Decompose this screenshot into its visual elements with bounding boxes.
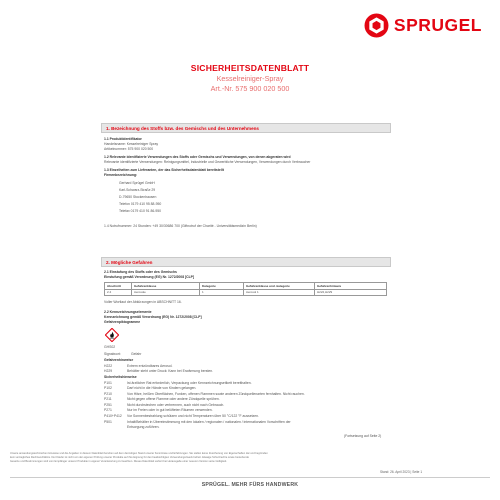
classification-table: [104, 282, 387, 296]
hazard-text: Behälter steht unter Druck: Kann bei Erwärmung bersten.: [127, 369, 214, 373]
pictogram-code: GHS02: [104, 345, 116, 349]
table-cell: Aerosole: [132, 289, 200, 296]
s14-emergency: 1.4 Notrufnummer: 24 Stunden: +49 30/30686 700 (Giftnotruf der Charité - Universitätsmedizin Berlin): [104, 224, 257, 228]
document-title: SICHERHEITSDATENBLATT: [190, 63, 310, 73]
brand-header: [364, 13, 482, 38]
signal-word-label: Signalwort:: [104, 352, 121, 356]
address-line: Gerhard Sprügel GmbH: [119, 181, 155, 185]
address-line: D-79650 Stockenhausen: [119, 195, 157, 199]
precaution-code: P271: [104, 408, 112, 412]
disclaimer-line: Gesetze und Bestimmungen sind vom Empfänger unserer Produkte in eigener Verantwortung zu beachten. Dieses Datenblatt verliert bei Herausgabe einer neueren Version seine Gültigkeit.: [10, 460, 227, 464]
hazard-heading: Gefahrenhinweise: [104, 358, 134, 362]
address-line: Telefon 0179 410 95 88-950: [119, 202, 162, 206]
precaution-statement: [104, 397, 220, 402]
precaution-text: Nicht gegen offene Flamme oder andere Zündquelle sprühen.: [127, 397, 220, 401]
table-header-cell: Gefahrenklasse: [132, 283, 200, 290]
table-cell: 1: [200, 289, 244, 296]
s12-text: Relevante identifizierte Verwendungen: Reinigungsmittel, Industrielle und Gewerbliche Verwendungen, Verwendungen durch Verbraucher: [104, 160, 311, 164]
precaution-text: Vor Sonnenbestrahlung schützen und nicht Temperaturen über 50 °C/122 °F aussetzen.: [127, 414, 259, 418]
continued-note: (Fortsetzung auf Seite 2): [344, 434, 382, 438]
brand-name: SPRUGEL: [393, 15, 482, 35]
address-line: Karl-Schwarz-Straße 29: [119, 188, 156, 192]
precaution-code: P501: [104, 420, 112, 424]
signal-word-value: Gefahr: [131, 352, 142, 356]
table-header-cell: Gefahrenhinweis: [315, 283, 387, 290]
s13-label: Firmenbezeichnung:: [104, 173, 138, 177]
precaution-code: P102: [104, 386, 112, 390]
precaution-text: Von Hitze, heißen Oberflächen, Funken, offenen Flammen sowie anderen Zündquellenarten fernhalten. Nicht rauchen.: [127, 392, 305, 396]
section-2-heading: 2. Mögliche Gefahren: [101, 257, 391, 267]
precaution-continuation: Entsorgung zuführen.: [127, 425, 160, 429]
table-cell: Aerosol 1: [244, 289, 315, 296]
table-cell: 2.4: [105, 289, 132, 296]
s21-title: 2.1 Einstufung des Stoffs oder des Gemischs: [104, 270, 177, 274]
document-title-block: [0, 63, 500, 93]
s22-sub: Kennzeichnung gemäß Verordnung (EG) Nr. 1272/2008 [CLP]: [104, 315, 202, 319]
s11-trade-name: Handelsname: Kesselreiniger Spray: [104, 142, 159, 146]
document-date: Stand: 26. April 2023 | Seite 1: [380, 470, 423, 474]
pictogram-label: Gefahrenpiktogramme: [104, 320, 141, 324]
ghs02-flame-icon: [105, 328, 119, 342]
precaution-statement: [104, 414, 259, 419]
footer-tagline: SPRÜGEL. MEHR FÜRS HANDWERK: [201, 482, 299, 488]
sprugel-logo-icon: [364, 13, 389, 38]
precaution-text: Ist ärztlicher Rat erforderlich, Verpackung oder Kennzeichnungsetikett bereithalten.: [127, 381, 252, 385]
s22-title: 2.2 Kennzeichnungselemente: [104, 310, 152, 314]
s13-title: 1.3 Einzelheiten zum Lieferanten, der das Sicherheitsdatenblatt bereitstellt: [104, 168, 224, 172]
precaution-text: Darf nicht in die Hände von Kindern gelangen.: [127, 386, 197, 390]
product-name: Kesselreiniger-Spray: [216, 74, 284, 83]
s12-title: 1.2 Relevante identifizierte Verwendungen des Stoffs oder Gemischs und Verwendungen, von denen abgeraten wird: [104, 155, 291, 159]
s11-title: 1.1 Produktidentifikator: [104, 137, 142, 141]
section-1-heading: 1. Bezeichnung des Stoffs bzw. des Gemischs und des Unternehmens: [101, 123, 391, 133]
precaution-code: P210: [104, 392, 112, 396]
table-header-cell: Kategorie: [200, 283, 244, 290]
precaution-code: P101: [104, 381, 112, 385]
article-number: Art.-Nr. 575 900 020 500: [210, 84, 290, 93]
precaution-heading: Sicherheitshinweise: [104, 375, 137, 379]
disclaimer: [10, 452, 450, 465]
footer-divider: [10, 477, 490, 478]
precaution-code: P251: [104, 403, 112, 407]
precaution-text: Inhalt/Behälter in Übereinstimmung mit den lokalen / regionalen / nationalen / internationalen Vorschriften der: [127, 420, 291, 424]
hazard-code: H229: [104, 369, 113, 373]
precaution-text: Nicht durchstechen oder verbrennen, auch nicht nach Gebrauch.: [127, 403, 225, 407]
precaution-code: P211: [104, 397, 112, 401]
s21-sub: Einstufung gemäß Verordnung (EG) Nr. 1272/2008 [CLP]: [104, 275, 195, 279]
s11-article: Artikelnummer: 575 900 020 500: [104, 147, 154, 151]
precaution-text: Nur im Freien oder in gut belüfteten Räumen verwenden.: [127, 408, 213, 412]
hazard-code: H222: [104, 364, 113, 368]
table-row: [105, 289, 387, 296]
address-line: Telefax 0179 410 91 86-950: [119, 209, 162, 213]
table-header-cell: Gefahrenklasse und -kategorie: [244, 283, 315, 290]
precaution-statement: [104, 408, 213, 413]
table-cell: H222,H229: [315, 289, 387, 296]
disclaimer-line: Unsere anwendungstechnischen Hinweise und die Angaben in diesem Datenblatt beruhen auf dem derzeitigen Stand unserer Kenntnisse und Erfahrungen. Sie stellen keine Zusicherung von Eigenschaften dar und begründen: [10, 452, 268, 455]
precaution-statement: [104, 386, 196, 391]
table-header-cell: Abschnitt: [105, 283, 132, 290]
precaution-code: P410+P412: [104, 414, 122, 418]
hazard-text: Extrem entzündbares Aerosol.: [127, 364, 173, 368]
table-note: Voller Wortlaut der Abkürzungen in ABSCHNITT 16.: [104, 300, 182, 304]
hazard-statement: [104, 369, 213, 374]
disclaimer-line: kein vertragliches Rechtsverhältnis. Der Käufer ist nicht von der eigenen Prüfung unserer Produkte auf ihre Eignung für den beabsichtigten Verwendungszweck befreit. Etwaige Schutzrechte sowie bestehende: [10, 456, 249, 460]
